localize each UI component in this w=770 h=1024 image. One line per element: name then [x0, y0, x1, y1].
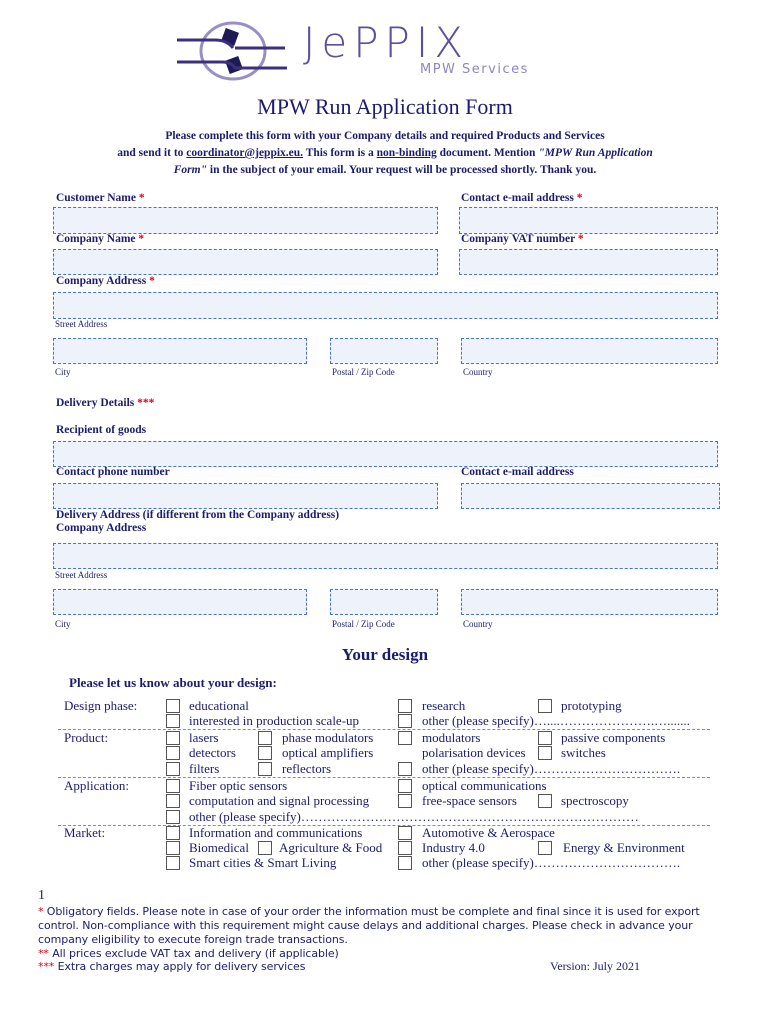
- postal-field[interactable]: [330, 338, 438, 364]
- phase-other-option: other (please specify)…....………………….….......: [422, 713, 690, 728]
- phase-modulators-checkbox[interactable]: [258, 731, 272, 745]
- phase-modulators-option: phase modulators: [282, 730, 374, 745]
- street-address-caption: Street Address: [55, 319, 108, 329]
- contact-phone-field[interactable]: [53, 483, 438, 509]
- delivery-details-heading: Delivery Details ***: [56, 397, 155, 409]
- logo-brand: JePPIX: [303, 18, 470, 67]
- delivery-postal-field[interactable]: [330, 589, 438, 615]
- logo-tagline: MPW Services: [420, 62, 529, 77]
- scaleup-checkbox[interactable]: [166, 714, 180, 728]
- chip-logo-icon: [175, 18, 295, 84]
- delivery-street-caption: Street Address: [55, 570, 108, 580]
- optical-amplifiers-checkbox[interactable]: [258, 746, 272, 760]
- contact-email-label: Contact e-mail address *: [461, 192, 583, 204]
- educational-option: educational: [189, 698, 249, 713]
- agriculture-option: Agriculture & Food: [279, 840, 383, 855]
- educational-checkbox[interactable]: [166, 699, 180, 713]
- agriculture-checkbox[interactable]: [258, 841, 272, 855]
- passive-components-option: passive components: [561, 730, 666, 745]
- intro-line-2: and send it to coordinator@jeppix.eu. This form is a non-binding document. Mention "MPW Run Application: [117, 147, 653, 159]
- automotive-option: Automotive & Aerospace: [422, 825, 555, 840]
- computation-option: computation and signal processing: [189, 793, 370, 808]
- detectors-option: detectors: [189, 745, 236, 760]
- detectors-checkbox[interactable]: [166, 746, 180, 760]
- application-label: Application:: [64, 778, 129, 793]
- footnote-obligatory-3: company eligibility to execute foreign trade transactions.: [38, 933, 348, 946]
- jeppix-logo: [175, 18, 555, 86]
- modulators-checkbox[interactable]: [398, 731, 412, 745]
- divider: [58, 777, 710, 778]
- market-label: Market:: [64, 825, 106, 840]
- biomedical-option: Biomedical: [189, 840, 249, 855]
- customer-name-label: Customer Name *: [56, 192, 145, 204]
- application-other-checkbox[interactable]: [166, 810, 180, 824]
- company-name-label: Company Name *: [56, 233, 145, 245]
- design-phase-label: Design phase:: [64, 698, 138, 713]
- footnote-vat: ** All prices exclude VAT tax and delivery (if applicable): [38, 947, 339, 960]
- energy-option: Energy & Environment: [563, 840, 685, 855]
- application-other-option: other (please specify)……………………………………………………………………: [189, 809, 639, 824]
- footnote-obligatory: * Obligatory fields. Please note in case of your order the information must be complete and final since it is used for export: [38, 905, 700, 918]
- city-field[interactable]: [53, 338, 307, 364]
- delivery-postal-caption: Postal / Zip Code: [332, 619, 395, 629]
- delivery-country-field[interactable]: [461, 589, 718, 615]
- contact-phone-label: Contact phone number: [56, 466, 170, 478]
- city-caption: City: [55, 367, 71, 377]
- recipient-label: Recipient of goods: [56, 424, 147, 436]
- prototyping-option: prototyping: [561, 698, 622, 713]
- coordinator-email-link[interactable]: coordinator@jeppix.eu.: [186, 147, 304, 159]
- biomedical-checkbox[interactable]: [166, 841, 180, 855]
- delivery-city-caption: City: [55, 619, 71, 629]
- switches-checkbox[interactable]: [538, 746, 552, 760]
- delivery-email-label: Contact e-mail address: [461, 466, 574, 478]
- footnote-obligatory-2: control. Non-compliance with this requirement might cause delays and additional charges. Please check in advance your: [38, 919, 693, 932]
- research-checkbox[interactable]: [398, 699, 412, 713]
- design-prompt: Please let us know about your design:: [69, 675, 277, 690]
- polarisation-devices-option: polarisation devices: [422, 745, 526, 760]
- country-caption: Country: [463, 367, 493, 377]
- street-address-field[interactable]: [53, 292, 718, 319]
- industry-checkbox[interactable]: [398, 841, 412, 855]
- footnote-delivery: *** Extra charges may apply for delivery services: [38, 960, 306, 973]
- spectroscopy-option: spectroscopy: [561, 793, 629, 808]
- version-label: Version: July 2021: [550, 959, 640, 973]
- company-vat-field[interactable]: [459, 249, 718, 275]
- country-field[interactable]: [461, 338, 718, 364]
- company-vat-label: Company VAT number *: [461, 233, 584, 245]
- filters-checkbox[interactable]: [166, 762, 180, 776]
- delivery-country-caption: Country: [463, 619, 493, 629]
- free-space-sensors-option: free-space sensors: [422, 793, 517, 808]
- delivery-address-label: Delivery Address (if different from the Company address): [56, 509, 340, 521]
- intro-line-1: Please complete this form with your Company details and required Products and Services: [165, 130, 605, 142]
- optical-communications-option: optical communications: [422, 778, 547, 793]
- computation-checkbox[interactable]: [166, 794, 180, 808]
- your-design-heading: Your design: [341, 645, 429, 664]
- reflectors-option: reflectors: [282, 761, 332, 776]
- delivery-street-field[interactable]: [53, 543, 718, 569]
- free-space-sensors-checkbox[interactable]: [398, 794, 412, 808]
- passive-components-checkbox[interactable]: [538, 731, 552, 745]
- non-binding-text: non-binding: [376, 147, 437, 159]
- industry-option: Industry 4.0: [422, 840, 485, 855]
- ict-checkbox[interactable]: [166, 826, 180, 840]
- energy-checkbox[interactable]: [538, 841, 552, 855]
- page-number: 1: [38, 888, 45, 903]
- delivery-city-field[interactable]: [53, 589, 307, 615]
- delivery-email-field[interactable]: [461, 483, 720, 509]
- modulators-option: modulators: [422, 730, 481, 745]
- customer-name-field[interactable]: [53, 207, 438, 234]
- market-other-checkbox[interactable]: [398, 856, 412, 870]
- research-option: research: [422, 698, 466, 713]
- optical-amplifiers-option: optical amplifiers: [282, 745, 374, 760]
- recipient-field[interactable]: [53, 441, 718, 467]
- company-name-field[interactable]: [53, 249, 438, 275]
- contact-email-field[interactable]: [459, 207, 718, 234]
- postal-caption: Postal / Zip Code: [332, 367, 395, 377]
- scaleup-option: interested in production scale-up: [189, 713, 360, 728]
- company-address-label: Company Address *: [56, 275, 155, 287]
- intro-text: [60, 128, 710, 179]
- divider: [58, 825, 710, 826]
- lasers-checkbox[interactable]: [166, 731, 180, 745]
- product-other-checkbox[interactable]: [398, 762, 412, 776]
- optical-communications-checkbox[interactable]: [398, 779, 412, 793]
- product-other-option: other (please specify)…………………………….: [422, 761, 681, 776]
- market-other-option: other (please specify)…………………………….: [422, 855, 681, 870]
- intro-line-3: Form" in the subject of your email. Your request will be processed shortly. Thank you.: [173, 164, 597, 176]
- filters-option: filters: [189, 761, 220, 776]
- reflectors-checkbox[interactable]: [258, 762, 272, 776]
- lasers-option: lasers: [189, 730, 219, 745]
- automotive-checkbox[interactable]: [398, 826, 412, 840]
- prototyping-checkbox[interactable]: [538, 699, 552, 713]
- spectroscopy-checkbox[interactable]: [538, 794, 552, 808]
- delivery-company-address-label: Company Address: [56, 522, 147, 534]
- phase-other-checkbox[interactable]: [398, 714, 412, 728]
- ict-option: Information and communications: [189, 825, 363, 840]
- smart-cities-option: Smart cities & Smart Living: [189, 855, 337, 870]
- fiber-sensors-option: Fiber optic sensors: [189, 778, 288, 793]
- smart-cities-checkbox[interactable]: [166, 856, 180, 870]
- page-title: MPW Run Application Form: [257, 94, 513, 119]
- product-label: Product:: [64, 730, 109, 745]
- switches-option: switches: [561, 745, 606, 760]
- fiber-sensors-checkbox[interactable]: [166, 779, 180, 793]
